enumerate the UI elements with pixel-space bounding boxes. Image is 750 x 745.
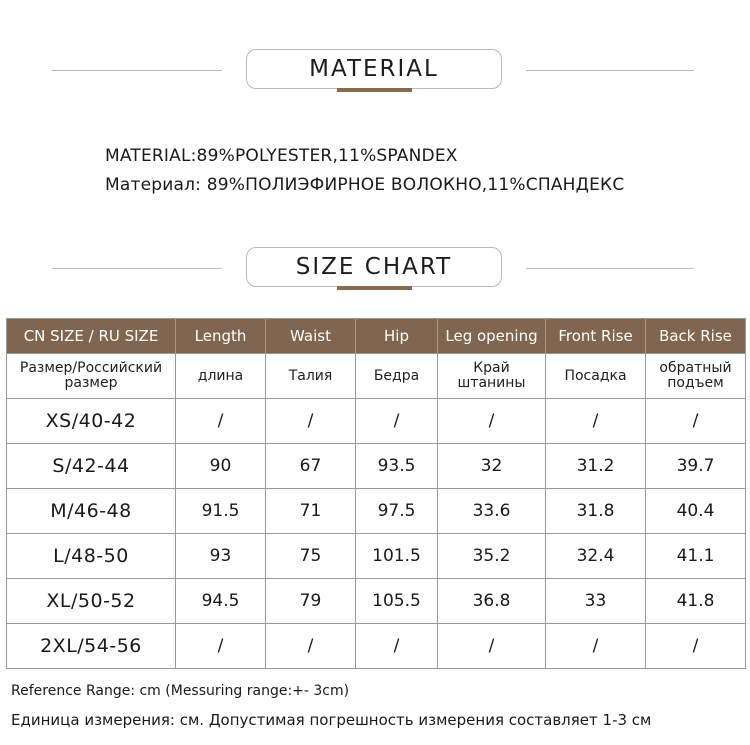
table-cell: 32: [438, 444, 546, 489]
material-text-ru: Материал: 89%ПОЛИЭФИРНОЕ ВОЛОКНО,11%СПАНДЕКС: [105, 175, 625, 195]
table-cell: /: [646, 399, 746, 444]
table-cell: /: [438, 399, 546, 444]
header-cn-size: CN SIZE / RU SIZE: [7, 319, 176, 354]
divider-line: [526, 70, 694, 71]
table-cell: 41.8: [646, 579, 746, 624]
table-cell: 33: [546, 579, 646, 624]
material-section-header: [0, 49, 750, 93]
table-cell: 31.2: [546, 444, 646, 489]
table-cell: /: [176, 399, 266, 444]
table-cell: 39.7: [646, 444, 746, 489]
size-cell: M/46-48: [7, 489, 176, 534]
reference-range-note-ru: Единица измерения: см. Допустимая погрешность измерения составляет 1-3 см: [11, 711, 652, 729]
table-cell: 31.8: [546, 489, 646, 534]
material-text-en: MATERIAL:89%POLYESTER,11%SPANDEX: [105, 146, 458, 166]
size-cell: 2XL/54-56: [7, 624, 176, 669]
divider-line: [526, 268, 694, 269]
table-row: [7, 444, 746, 489]
table-row: [7, 534, 746, 579]
header-back-rise: Back Rise: [646, 319, 746, 354]
table-cell: /: [176, 624, 266, 669]
table-cell: /: [266, 624, 356, 669]
size-cell: XL/50-52: [7, 579, 176, 624]
table-header-row: [7, 319, 746, 354]
table-cell: 40.4: [646, 489, 746, 534]
table-cell: 71: [266, 489, 356, 534]
subheader-cell: Посадка: [546, 354, 646, 399]
table-cell: /: [646, 624, 746, 669]
table-cell: 90: [176, 444, 266, 489]
material-heading: MATERIAL: [246, 49, 502, 89]
subheader-cell: обратный подъем: [646, 354, 746, 399]
size-cell: XS/40-42: [7, 399, 176, 444]
subheader-cell: Талия: [266, 354, 356, 399]
table-cell: /: [266, 399, 356, 444]
table-cell: 67: [266, 444, 356, 489]
table-cell: 97.5: [356, 489, 438, 534]
heading-accent-bar: [337, 88, 412, 92]
table-cell: 36.8: [438, 579, 546, 624]
divider-line: [52, 268, 222, 269]
table-row: [7, 489, 746, 534]
table-cell: /: [546, 624, 646, 669]
table-cell: /: [356, 624, 438, 669]
subheader-cell: Бедра: [356, 354, 438, 399]
table-cell: 101.5: [356, 534, 438, 579]
reference-range-note-en: Reference Range: cm (Messuring range:+- 3cm): [11, 683, 350, 699]
table-cell: 35.2: [438, 534, 546, 579]
header-waist: Waist: [266, 319, 356, 354]
subheader-cell: длина: [176, 354, 266, 399]
subheader-cell: Размер/Российский размер: [7, 354, 176, 399]
header-front-rise: Front Rise: [546, 319, 646, 354]
size-chart-table: [6, 318, 746, 669]
header-hip: Hip: [356, 319, 438, 354]
table-cell: /: [356, 399, 438, 444]
table-subheader-row: [7, 354, 746, 399]
table-cell: 41.1: [646, 534, 746, 579]
table-cell: /: [438, 624, 546, 669]
size-chart-heading: SIZE CHART: [246, 247, 502, 287]
table-cell: 93.5: [356, 444, 438, 489]
size-chart-section-header: [0, 247, 750, 291]
table-cell: 32.4: [546, 534, 646, 579]
heading-accent-bar: [337, 286, 412, 290]
header-leg-opening: Leg opening: [438, 319, 546, 354]
table-cell: 105.5: [356, 579, 438, 624]
header-length: Length: [176, 319, 266, 354]
size-cell: L/48-50: [7, 534, 176, 579]
table-cell: 91.5: [176, 489, 266, 534]
table-row: [7, 399, 746, 444]
table-cell: 79: [266, 579, 356, 624]
subheader-cell: Край штанины: [438, 354, 546, 399]
divider-line: [52, 70, 222, 71]
table-row: [7, 579, 746, 624]
size-cell: S/42-44: [7, 444, 176, 489]
table-row: [7, 624, 746, 669]
table-cell: 94.5: [176, 579, 266, 624]
table-cell: 33.6: [438, 489, 546, 534]
table-cell: 93: [176, 534, 266, 579]
table-cell: /: [546, 399, 646, 444]
table-cell: 75: [266, 534, 356, 579]
